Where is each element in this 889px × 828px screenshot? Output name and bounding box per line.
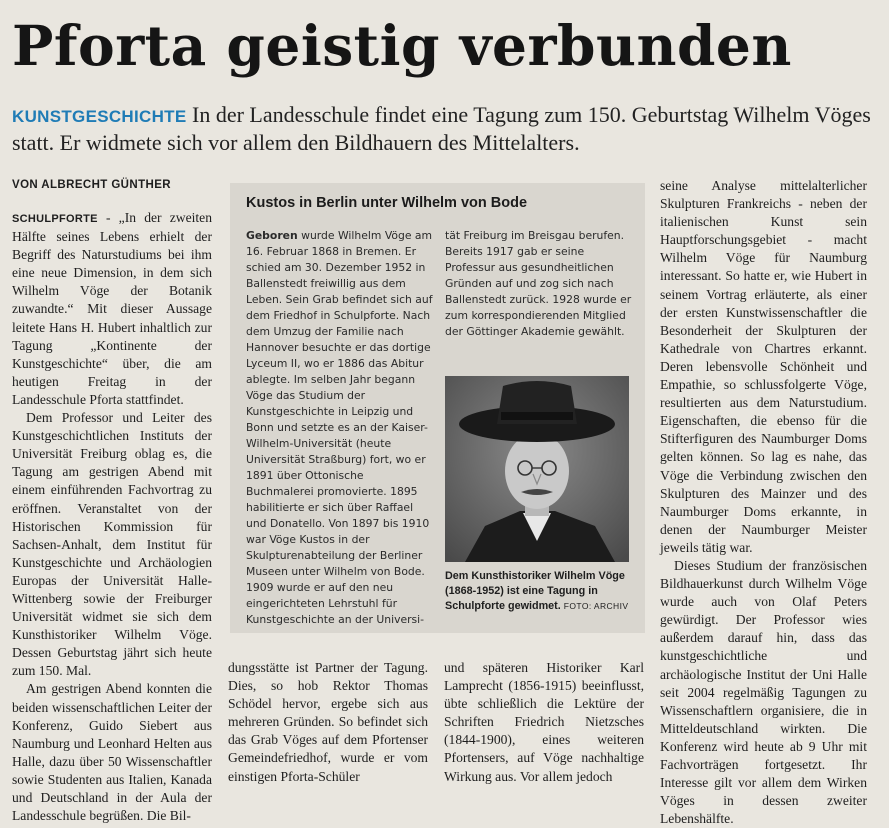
- photo-caption: [445, 569, 635, 614]
- dateline: SCHULPFORTE: [12, 213, 98, 225]
- deck: [12, 102, 877, 156]
- paragraph-1-text: - „In der zweiten Hälfte seines Lebens erhielt der Begriff des Naturstudiums bei ihm eine neue Dimension, in dem sich Wilhelm Vöge der Botanik zuwandte.“ Mit dieser Aussage leitete Hans H. Hubert inhaltlich zur Tagung „Kontinente der Kunstgeschichte“ über, die am heutigen Freitag in der Landesschule Pforta stattfindet.: [12, 210, 212, 407]
- kicker: KUNSTGESCHICHTE: [12, 107, 187, 126]
- article-column-2: [228, 659, 428, 786]
- deck-text: In der Landesschule findet eine Tagung zum 150. Geburtstag Wilhelm Vöges statt. Er widmete sich vor allem den Bildhauern des Mittelalters.: [12, 102, 871, 155]
- paragraph-1: [12, 209, 212, 409]
- info-box-title: Kustos in Berlin unter Wilhelm von Bode: [246, 195, 528, 211]
- info-box-text-2: tät Freiburg im Breisgau berufen. Bereits 1917 gab er seine Professur aus gesundheitlichen Gründen auf und zog sich nach Ballenstedt zurück. 1928 wurde er zum korrespondierenden Mitglied der Göttinger Akademie gewählt.: [445, 229, 632, 338]
- info-box-lead: Geboren: [246, 229, 298, 242]
- article-column-1: [12, 209, 212, 825]
- article-column-3: [444, 659, 644, 786]
- info-box-text-1: wurde Wilhelm Vöge am 16. Februar 1868 in Bremen. Er schied am 30. Dezember 1952 in Ballenstedt freiwillig aus dem Leben. Sein Grab befindet sich auf dem Friedhof in Schulpforte. Nach dem Umzug der Familie nach Hannover besuchte er das dortige Lyceum II, wo er 1886 das Abitur ablegte. Im selben Jahr begann Vöge das Studium der Kunstgeschichte in Leipzig und Bonn und setzte es an der Kaiser-Wilhelm-Universität (heute Universität Straßburg) fort, wo er 1891 über Ottonische Buchmalerei promovierte. 1895 habilitierte er sich über Raffael und Donatello. Von 1897 bis 1910 war Vöge Kustos in der Skulpturenabteilung der Berliner Museen unter Wilhelm von Bode. 1909 wurde er auf den neu eingerichteten Lehrstuhl für Kunstgeschichte an der Universi-: [246, 229, 433, 626]
- paragraph-4: dungsstätte ist Partner der Tagung. Dies, so hob Rektor Thomas Schödel hervor, ergebe sich aus mehreren Gründen. So befindet sich das Grab Vöges auf dem Pfortenser Gemeindefriedhof, wurde er vom einstigen Pforta-Schüler: [228, 660, 428, 784]
- info-box-column-2: [445, 228, 633, 340]
- headline: Pforta geistig verbunden: [12, 13, 792, 78]
- article-column-4: [660, 177, 867, 828]
- paragraph-2: Dem Professor und Leiter des Kunstgeschichtlichen Instituts der Universität Freiburg oblag es, die Tagung am gestrigen Abend mit einem einführenden Fachvortrag zu eröffnen. Veranstaltet von der Historischen Kommission für Sachsen-Anhalt, dem Institut für Kunstgeschichte und Archäologien Europas der Universität Halle-Wittenberg sowie der Freiburger Universität widmet sie sich dem Kunsthistoriker Wilhelm Vöge. Dessen Geburtstag jährt sich heute zum 150. Mal.: [12, 410, 212, 679]
- paragraph-5: und späteren Historiker Karl Lamprecht (1856-1915) beeinflusst, übte schließlich die Lektüre der Schriften Friedrich Nietzsches (1844-1900), eines weiteren Pfortensers, auf Vöge nachhaltige Wirkung aus. Vor allem jedoch: [444, 660, 644, 784]
- portrait-photo: [445, 376, 629, 562]
- info-box-column-1: [246, 228, 433, 628]
- portrait-illustration: [445, 376, 629, 562]
- paragraph-3: Am gestrigen Abend konnten die beiden wissenschaftlichen Leiter der Konferenz, Guido Siebert aus Naumburg und Leonhard Helten aus Halle, dazu über 50 Wissenschaftler sowie Studenten aus Italien, Kanada und Deutschland in der Aula der Landesschule begrüßen. Die Bil-: [12, 681, 212, 824]
- paragraph-6: seine Analyse mittelalterlicher Skulpturen Frankreichs - neben der italienischen Kunst sein Hauptforschungsgebiet - macht Wilhelm Vöge für Naumburg interessant. So hatte er, wie Hubert in seinem Vortrag erläuterte, als einer der ersten Kunstwissenschaftler die Besonderheit der Skulpturen der Kathedrale von Chartres erkannt. Deren lebensvolle Schönheit und Empathie, so schlussfolgerte Vöge, resultierten aus dem Naturstudium. Eigenschaften, die ebenso für die Stifterfiguren des Naumburger Doms gelten können. So lag es nahe, das Vöge die Verbindung zwischen den Skulpturen des Mainzer und des Naumburger Doms erkannte, in denen der Naumburger Meister jeweils tätig war.: [660, 178, 867, 555]
- photo-credit: FOTO: ARCHIV: [563, 601, 629, 611]
- paragraph-7: Dieses Studium der französischen Bildhauerkunst durch Wilhelm Vöge wurde auch von Olaf Peters gewürdigt. Der Professor wies außerdem darauf hin, dass das kunstgeschichtliche und archäologische Institut der Uni Halle seit 2004 regelmäßig Tagungen zu Wissenschaftlern organisiere, die in Mitteldeutschland wirkten. Die Konferenz wird heute ab 9 Uhr mit Fachvorträgen fortgesetzt. Ihr Interesse gilt vor allem dem Wirken Vöges in dessen zweiter Lebenshälfte.: [660, 557, 867, 827]
- caption-text: Dem Kunsthistoriker Wilhelm Vöge (1868-1952) ist eine Tagung in Schulpforte gewidmet.: [445, 570, 625, 612]
- byline: VON ALBRECHT GÜNTHER: [12, 179, 171, 191]
- info-box: [230, 183, 645, 633]
